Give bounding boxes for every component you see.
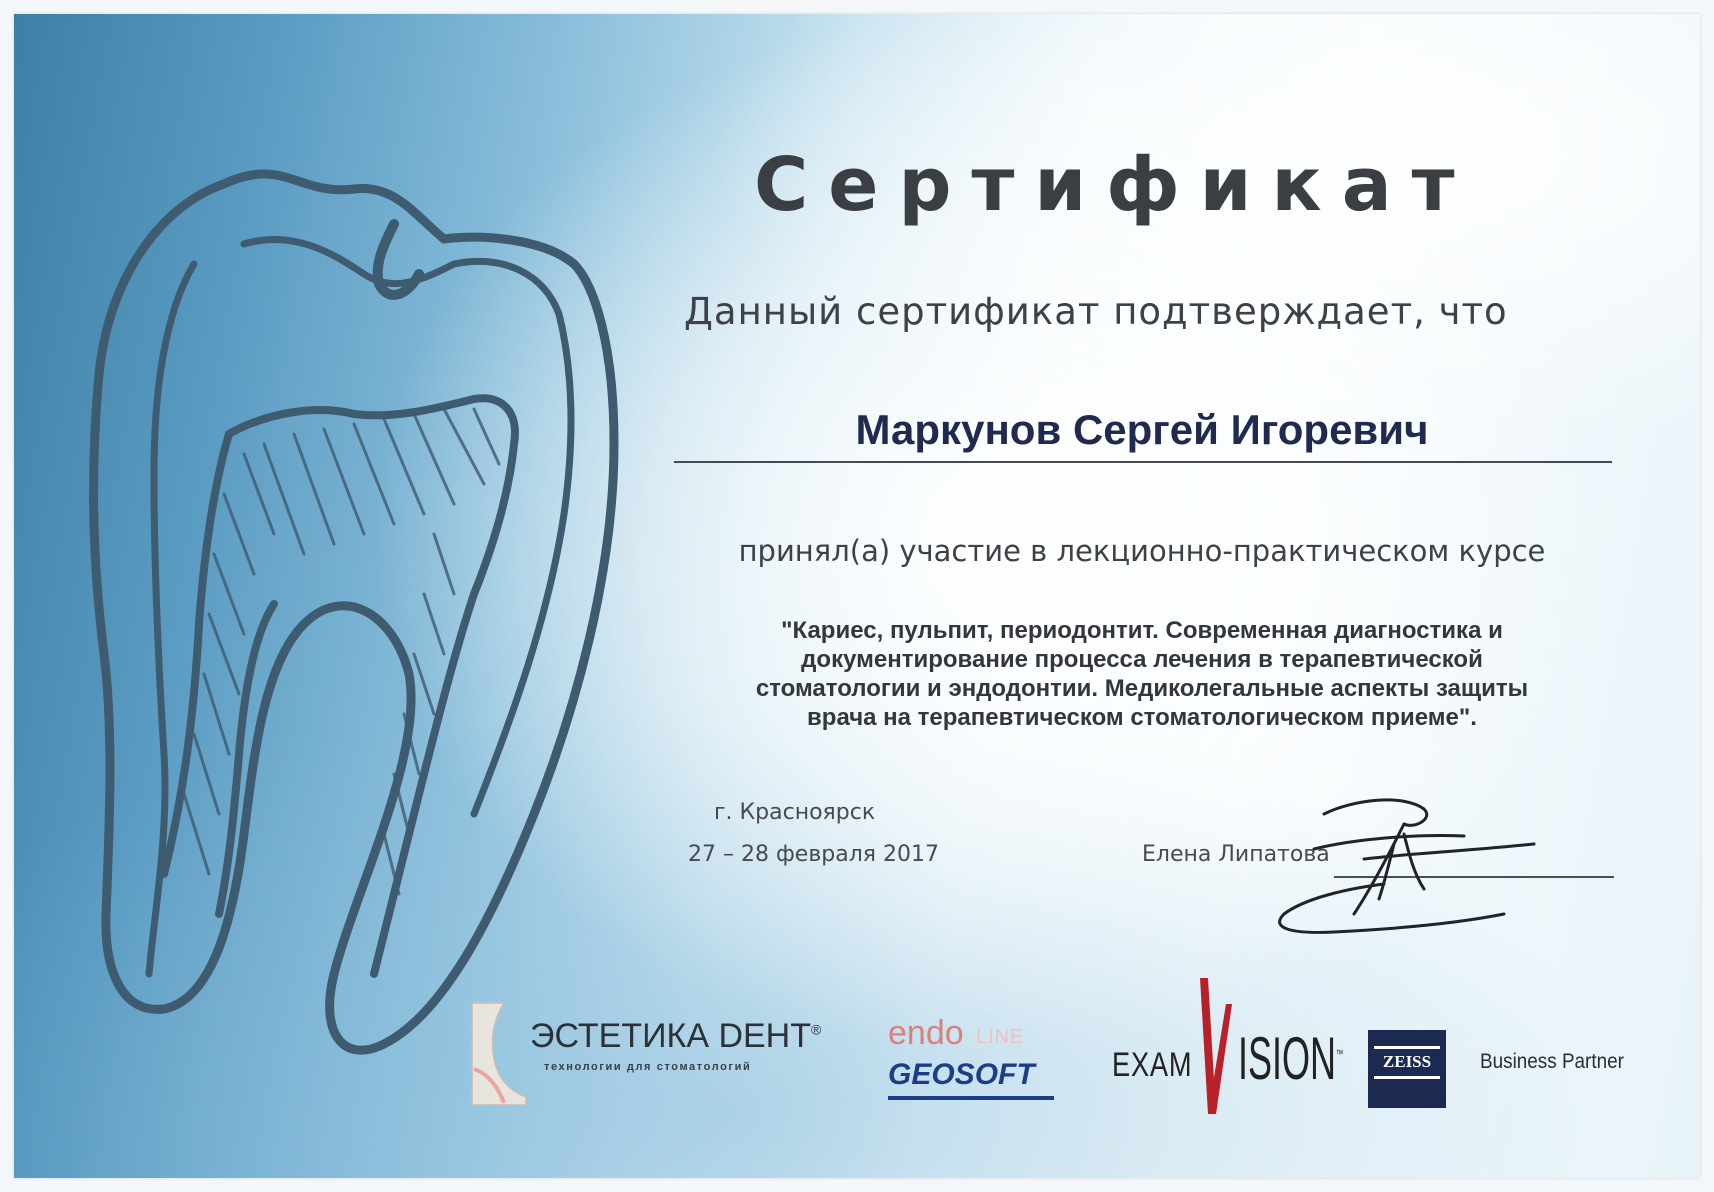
geosoft-underline — [888, 1096, 1054, 1100]
certificate-subtitle: Данный сертификат подтверждает, что — [684, 290, 1508, 333]
certificate-title: Сертификат — [754, 142, 1475, 228]
exam-text: EXAM — [1112, 1046, 1193, 1084]
endoline-geosoft-logo — [880, 1014, 1060, 1108]
course-title-line: стоматологии и эндодонтии. Медиколегальные аспекты защиты — [755, 675, 1529, 702]
course-title — [674, 616, 1610, 732]
event-dates: 27 – 28 февраля 2017 — [688, 842, 940, 867]
ision-text: ISION™ — [1238, 1025, 1344, 1092]
certificate-page — [14, 14, 1700, 1178]
estetika-mark-icon — [464, 999, 534, 1109]
zeiss-logo — [1368, 1030, 1446, 1108]
handwritten-signature — [1254, 784, 1554, 944]
course-title-line: "Кариес, пульпит, периодонтит. Современная диагностика и — [781, 617, 1503, 644]
estetika-name: ЭСТЕТИКА DЕНТ® — [530, 1017, 822, 1055]
name-underline — [674, 461, 1612, 463]
estetika-dent-logo — [464, 999, 844, 1109]
geosoft-text: GEOSOFT — [888, 1058, 1035, 1091]
zeiss-bar-top — [1374, 1046, 1440, 1049]
course-title-line: документирование процесса лечения в терапевтической — [801, 646, 1483, 673]
signer-name: Елена Липатова — [1142, 842, 1330, 867]
endo-text: endo — [888, 1014, 964, 1052]
city: г. Красноярск — [714, 800, 876, 825]
zeiss-text: ZEISS — [1382, 1052, 1432, 1071]
line-text: LINE — [976, 1026, 1025, 1048]
business-partner-text: Business Partner — [1480, 1050, 1624, 1073]
estetika-tagline: технологии для стоматологий — [544, 1061, 752, 1073]
recipient-name: Маркунов Сергей Игоревич — [855, 406, 1429, 453]
course-title-line: врача на терапевтическом стоматологическом приеме". — [807, 704, 1477, 731]
examvision-logo — [1108, 974, 1344, 1124]
participation-text: принял(а) участие в лекционно-практическом курсе — [738, 534, 1546, 568]
zeiss-bar-bottom — [1374, 1076, 1440, 1079]
